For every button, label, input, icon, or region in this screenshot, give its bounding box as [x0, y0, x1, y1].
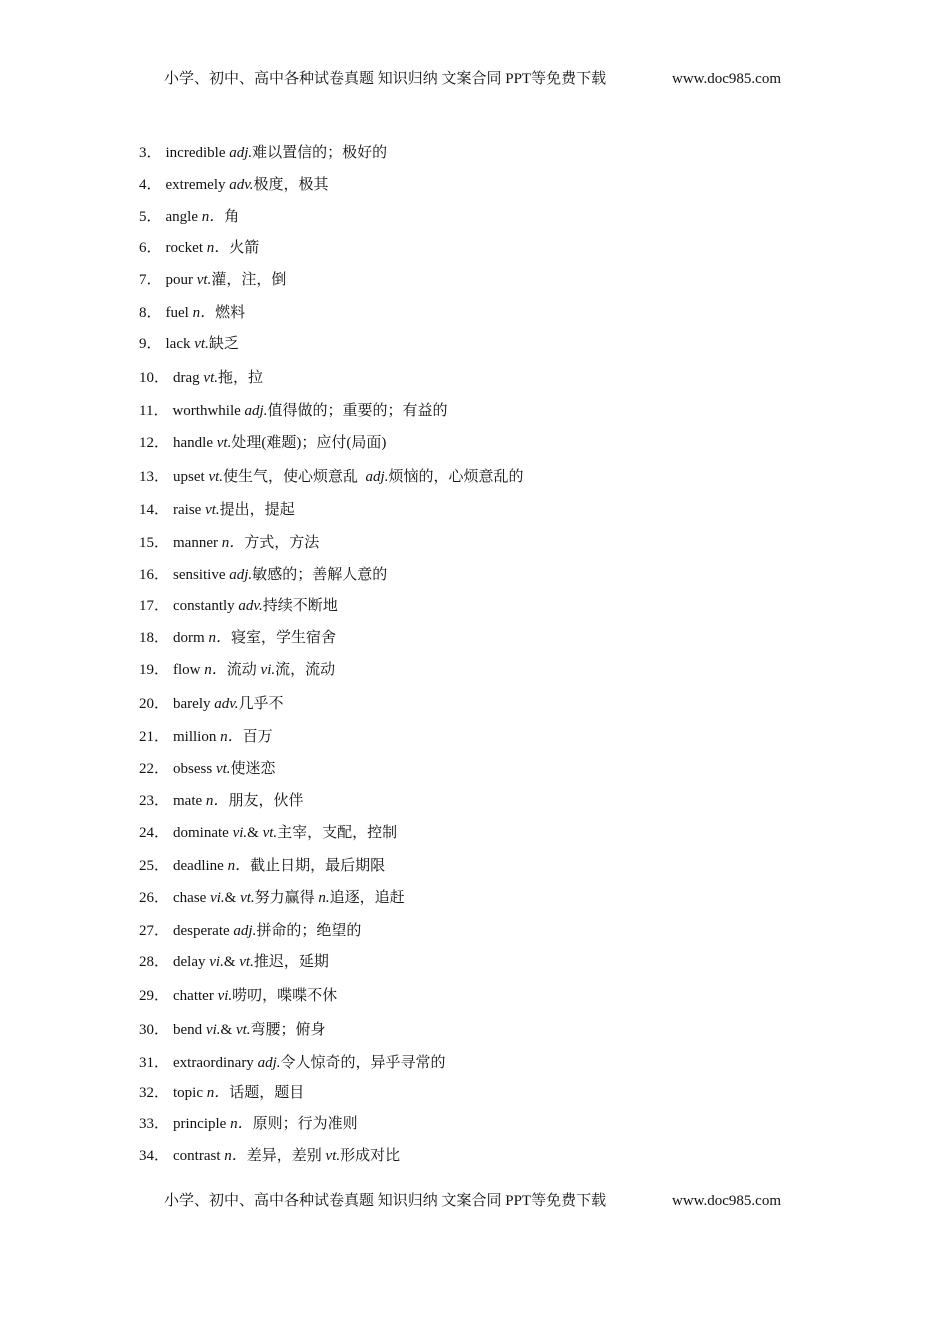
vocab-entry	[139, 565, 387, 585]
definition: 原则；行为准则	[252, 1116, 358, 1132]
entry-word: contrast	[173, 1148, 221, 1164]
definition: 极度，极其	[253, 177, 329, 193]
entry-number: 4．	[139, 177, 162, 193]
vocab-entry	[139, 303, 245, 323]
entry-number: 3．	[139, 145, 162, 161]
entry-word: dominate	[173, 825, 229, 841]
definition: 流，流动	[275, 662, 336, 678]
vocab-entry	[139, 238, 259, 258]
vocab-entry	[139, 175, 329, 195]
entry-word: barely	[173, 696, 211, 712]
part-of-speech: vt.	[239, 954, 254, 970]
entry-word: extremely	[165, 177, 226, 193]
entry-number: 27．	[139, 923, 170, 939]
definition: 火箭	[229, 240, 260, 256]
entry-word: dorm	[173, 630, 205, 646]
vocab-entry	[139, 500, 295, 520]
part-of-speech: n．	[230, 1116, 253, 1132]
part-of-speech: n．	[224, 1148, 247, 1164]
part-of-speech: vi.	[260, 662, 276, 678]
part-of-speech: adv.	[238, 598, 263, 614]
footer-text: 小学、初中、高中各种试卷真题 知识归纳 文案合同 PPT等免费下载	[164, 1193, 607, 1209]
entry-number: 26．	[139, 890, 170, 906]
entry-word: obsess	[173, 761, 213, 777]
entry-word: raise	[173, 502, 202, 518]
part-of-speech: vi.	[205, 1022, 221, 1038]
definition: 提出，提起	[219, 502, 295, 518]
part-of-speech: adj.	[244, 403, 268, 419]
definition: 烦恼的，心烦意乱的	[388, 469, 524, 485]
definition: 使生气，使心烦意乱	[223, 469, 366, 485]
definition: 截止日期，最后期限	[250, 858, 386, 874]
part-of-speech: vt.	[240, 890, 255, 906]
entry-number: 9．	[139, 336, 162, 352]
vocab-entry	[139, 533, 319, 553]
vocab-entry	[139, 727, 273, 747]
entry-word: extraordinary	[173, 1055, 254, 1071]
entry-number: 12．	[139, 435, 170, 451]
vocab-entry	[139, 694, 284, 714]
part-of-speech: n．	[220, 729, 243, 745]
part-of-speech: vt.	[203, 370, 218, 386]
part-of-speech: adj.	[229, 567, 253, 583]
entry-number: 15．	[139, 535, 170, 551]
part-of-speech: adj.	[233, 923, 257, 939]
definition: 弯腰；俯身	[250, 1022, 326, 1038]
definition: 使迷恋	[230, 761, 276, 777]
header-text: 小学、初中、高中各种试卷真题 知识归纳 文案合同 PPT等免费下载	[164, 71, 607, 87]
definition: &	[247, 825, 263, 841]
entry-number: 10．	[139, 370, 170, 386]
entry-word: manner	[173, 535, 218, 551]
part-of-speech: n．	[206, 1085, 230, 1101]
vocab-entry	[139, 596, 338, 616]
entry-word: delay	[173, 954, 206, 970]
part-of-speech: vt.	[205, 502, 220, 518]
entry-word: constantly	[173, 598, 235, 614]
part-of-speech: vt.	[194, 336, 209, 352]
part-of-speech: vt.	[196, 272, 212, 288]
entry-number: 28．	[139, 954, 170, 970]
entry-word: upset	[173, 469, 205, 485]
definition: 主宰，支配，控制	[277, 825, 398, 841]
definition: 角	[224, 209, 240, 225]
header-url[interactable]: www.doc985.com	[672, 71, 782, 87]
definition: 处理(难题)；应付(局面)	[231, 435, 387, 451]
definition: 追逐，追赶	[329, 890, 405, 906]
part-of-speech: adj.	[365, 469, 389, 485]
entry-number: 32．	[139, 1085, 170, 1101]
definition: 拖，拉	[218, 370, 264, 386]
entry-number: 8．	[139, 305, 162, 321]
part-of-speech: vt.	[216, 435, 232, 451]
definition: &	[224, 890, 241, 906]
entry-word: rocket	[165, 240, 203, 256]
entry-number: 33．	[139, 1116, 170, 1132]
part-of-speech: n．	[204, 662, 227, 678]
part-of-speech: n．	[206, 240, 230, 256]
entry-number: 18．	[139, 630, 170, 646]
vocab-entry	[139, 467, 523, 487]
vocab-entry	[139, 791, 303, 811]
entry-word: topic	[173, 1085, 204, 1101]
entry-word: mate	[173, 793, 203, 809]
entry-word: worthwhile	[172, 403, 241, 419]
definition: 百万	[242, 729, 273, 745]
part-of-speech: n．	[201, 209, 225, 225]
definition: 敏感的；善解人意的	[252, 567, 388, 583]
vocab-entry	[139, 921, 361, 941]
part-of-speech: n.	[318, 890, 330, 906]
definition: 唠叨，喋喋不休	[232, 988, 338, 1004]
part-of-speech: n．	[221, 535, 245, 551]
entry-number: 31．	[139, 1055, 170, 1071]
entry-word: drag	[173, 370, 200, 386]
entry-word: incredible	[165, 145, 226, 161]
part-of-speech: vi.	[210, 890, 225, 906]
vocab-entry	[139, 334, 239, 354]
part-of-speech: n．	[205, 793, 229, 809]
part-of-speech: vt.	[235, 1022, 251, 1038]
vocab-entry	[139, 270, 286, 290]
part-of-speech: vi.	[217, 988, 233, 1004]
part-of-speech: adv.	[214, 696, 239, 712]
entry-number: 22．	[139, 761, 170, 777]
entry-number: 14．	[139, 502, 170, 518]
definition: 几乎不	[238, 696, 284, 712]
entry-word: pour	[165, 272, 194, 288]
entry-word: fuel	[165, 305, 189, 321]
entry-word: chase	[173, 890, 207, 906]
vocab-entry	[139, 1083, 304, 1103]
part-of-speech: n．	[227, 858, 251, 874]
part-of-speech: n．	[192, 305, 216, 321]
entry-number: 13．	[139, 469, 170, 485]
entry-number: 7．	[139, 272, 162, 288]
part-of-speech: vt.	[262, 825, 278, 841]
definition: 持续不断地	[262, 598, 338, 614]
definition: 缺乏	[208, 336, 239, 352]
vocab-entry	[139, 628, 336, 648]
entry-word: desperate	[173, 923, 230, 939]
definition: 令人惊奇的，异乎寻常的	[280, 1055, 446, 1071]
vocab-entry	[139, 986, 337, 1006]
definition: 流动	[226, 662, 261, 678]
part-of-speech: adj.	[229, 145, 253, 161]
part-of-speech: n．	[208, 630, 231, 646]
entry-word: principle	[173, 1116, 227, 1132]
vocab-entry	[139, 433, 386, 453]
entry-word: angle	[165, 209, 198, 225]
entry-number: 21．	[139, 729, 170, 745]
vocab-entry	[139, 207, 239, 227]
definition: 话题，题目	[229, 1085, 305, 1101]
entry-number: 17．	[139, 598, 170, 614]
definition: 方式，方法	[244, 535, 320, 551]
entry-number: 6．	[139, 240, 162, 256]
vocab-entry	[139, 401, 447, 421]
definition: 值得做的；重要的；有益的	[267, 403, 448, 419]
entry-word: million	[173, 729, 217, 745]
vocab-entry	[139, 1114, 358, 1134]
part-of-speech: vt.	[325, 1148, 341, 1164]
definition: &	[220, 1022, 236, 1038]
definition: 拼命的；绝望的	[256, 923, 362, 939]
part-of-speech: vt.	[215, 761, 231, 777]
part-of-speech: vt.	[208, 469, 224, 485]
vocab-entry	[139, 1020, 326, 1040]
entry-number: 24．	[139, 825, 170, 841]
vocab-entry	[139, 856, 385, 876]
definition: 形成对比	[340, 1148, 401, 1164]
definition: 朋友，伙伴	[228, 793, 304, 809]
vocab-entry	[139, 1053, 446, 1073]
entry-word: chatter	[173, 988, 214, 1004]
entry-word: flow	[173, 662, 201, 678]
part-of-speech: adv.	[229, 177, 254, 193]
vocab-entry	[139, 823, 397, 843]
entry-number: 34．	[139, 1148, 170, 1164]
vocab-entry	[139, 660, 335, 680]
entry-word: bend	[173, 1022, 203, 1038]
part-of-speech: vi.	[209, 954, 224, 970]
vocab-entry	[139, 952, 329, 972]
definition: &	[223, 954, 240, 970]
part-of-speech: vi.	[232, 825, 248, 841]
definition: 努力赢得	[254, 890, 319, 906]
vocab-entry	[139, 759, 276, 779]
entry-word: handle	[173, 435, 213, 451]
entry-number: 5．	[139, 209, 162, 225]
definition: 灌，注，倒	[211, 272, 287, 288]
vocab-entry	[139, 1146, 400, 1166]
entry-number: 25．	[139, 858, 170, 874]
entry-number: 29．	[139, 988, 170, 1004]
vocab-entry	[139, 888, 405, 908]
entry-number: 30．	[139, 1022, 170, 1038]
definition: 难以置信的；极好的	[252, 145, 388, 161]
vocab-entry	[139, 143, 387, 163]
definition: 燃料	[215, 305, 246, 321]
entry-number: 11．	[139, 403, 169, 419]
entry-number: 20．	[139, 696, 170, 712]
definition: 推迟，延期	[253, 954, 329, 970]
entry-word: deadline	[173, 858, 224, 874]
definition: 差异，差别	[246, 1148, 326, 1164]
vocab-entry	[139, 368, 263, 388]
footer-url[interactable]: www.doc985.com	[672, 1193, 782, 1209]
entry-word: sensitive	[173, 567, 226, 583]
part-of-speech: adj.	[257, 1055, 281, 1071]
entry-number: 19．	[139, 662, 170, 678]
definition: 寝室，学生宿舍	[230, 630, 336, 646]
entry-number: 23．	[139, 793, 170, 809]
entry-word: lack	[165, 336, 191, 352]
entry-number: 16．	[139, 567, 170, 583]
